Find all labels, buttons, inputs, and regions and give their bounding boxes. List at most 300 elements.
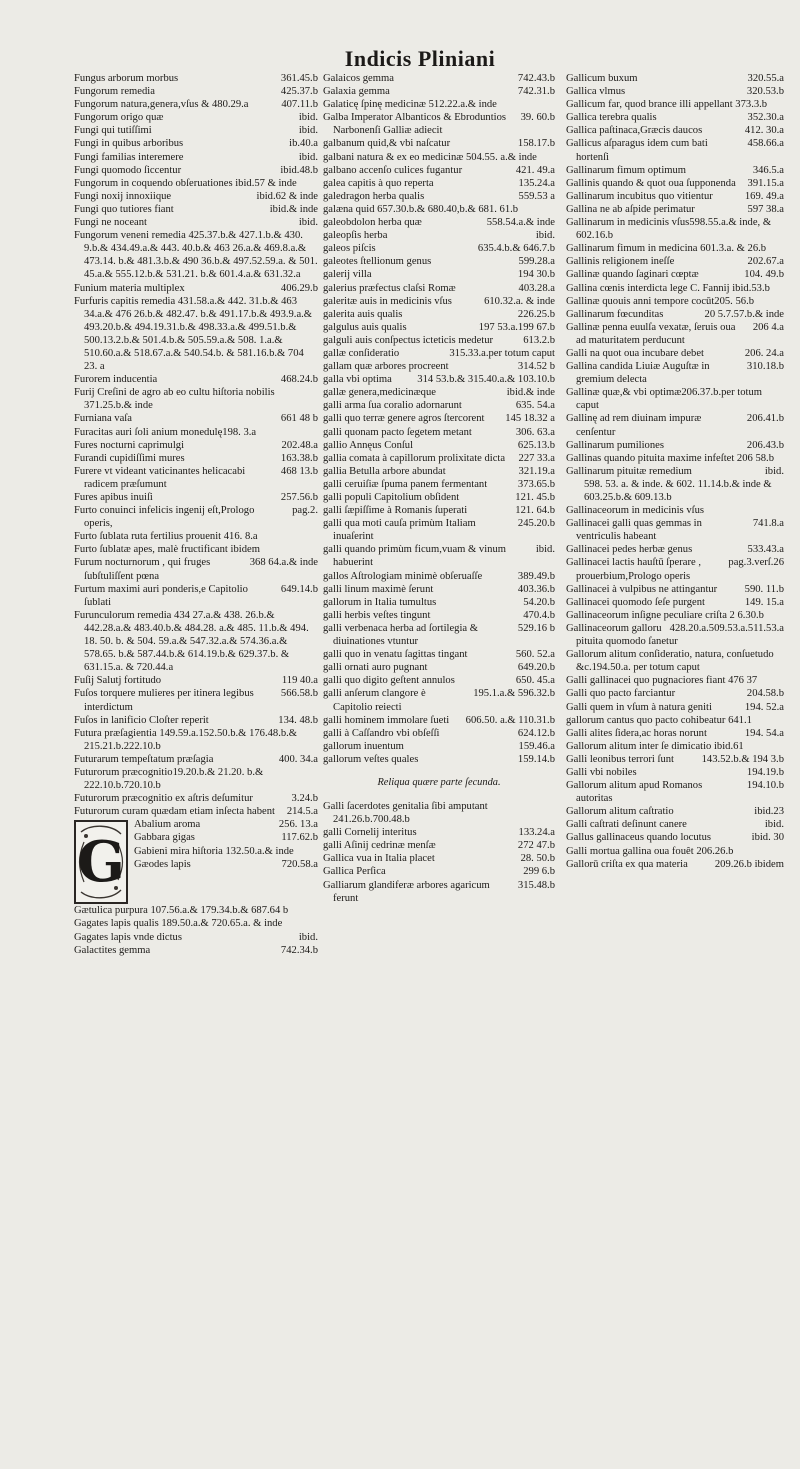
entry-term: galli Aſinij cedrinæ menſæ bbox=[323, 840, 436, 852]
index-entry bbox=[323, 308, 555, 321]
entry-term: Gabbara gigas bbox=[134, 832, 195, 844]
index-entry bbox=[566, 845, 784, 858]
section-note: Reliqua quære parte ſecunda. bbox=[377, 776, 501, 788]
index-entry bbox=[566, 543, 784, 556]
entry-reference: 346.5.a bbox=[752, 164, 784, 176]
entry-reference: 649.20.b bbox=[517, 662, 555, 674]
entry-term: gallam quæ arbores procreent bbox=[323, 361, 449, 373]
entry-term: galli herbis veſtes tingunt bbox=[323, 609, 431, 621]
entry-reference: 391.15.a bbox=[747, 177, 784, 189]
index-entry bbox=[323, 661, 555, 674]
index-entry bbox=[323, 373, 555, 386]
entry-term: Fungi familias interemere bbox=[74, 151, 184, 163]
entry-reference: 560. 52.a bbox=[515, 649, 555, 661]
index-entry bbox=[74, 177, 318, 190]
entry-term: Futurarum tempeſtatum præſagia bbox=[74, 753, 214, 765]
index-entry bbox=[566, 282, 784, 295]
entry-reference: 368 64.a.& inde bbox=[249, 557, 318, 569]
index-entry bbox=[566, 858, 784, 871]
entry-term: Gallinæ quando ſaginari cœptæ bbox=[566, 269, 699, 281]
index-entry bbox=[134, 818, 318, 831]
entry-reference: 468.24.b bbox=[280, 374, 318, 386]
index-entry bbox=[134, 845, 318, 858]
entry-reference: 421. 49.a bbox=[515, 164, 555, 176]
entry-term: Gallica vlmus bbox=[566, 86, 626, 98]
index-entry bbox=[323, 491, 555, 504]
entry-reference: 245.20.b bbox=[517, 518, 555, 530]
entry-term: Gallinacei galli quas gemmas in ventriculis habeant bbox=[566, 518, 702, 543]
entry-reference: ibid. bbox=[298, 217, 318, 229]
index-entry bbox=[566, 98, 784, 111]
index-entry bbox=[566, 727, 784, 740]
entry-reference: 206. 24.a bbox=[744, 347, 784, 359]
index-entry bbox=[74, 216, 318, 229]
entry-term: galli ſæpiſſime à Romanis ſuperati bbox=[323, 505, 468, 517]
entry-term: galli qua moti cauſa primùm Italiam inuaſerint bbox=[323, 518, 476, 543]
index-entry bbox=[323, 714, 555, 727]
entry-reference: ib.40.a bbox=[289, 138, 318, 150]
index-entry bbox=[566, 478, 784, 517]
index-entry bbox=[323, 255, 555, 268]
entry-term: Fungorum in coquendo obſeruationes ibid.57 & inde bbox=[74, 177, 297, 189]
entry-term: Fungus arborum morbus bbox=[74, 73, 179, 84]
index-entry bbox=[566, 714, 784, 727]
entry-reference: 468 13.b bbox=[280, 465, 318, 477]
entry-reference: 20 5.7.57.b.& inde bbox=[704, 308, 784, 320]
entry-reference: 407.11.b bbox=[281, 99, 318, 111]
index-entry bbox=[323, 826, 555, 839]
index-entry bbox=[74, 556, 318, 582]
entry-term: galli quando primùm ficum,vuam & vinum habuerint bbox=[323, 544, 507, 569]
entry-term: Furorem inducentia bbox=[74, 374, 158, 386]
index-entry bbox=[566, 137, 784, 163]
entry-term: Furto ſublata ruta fertilius prouenit 416. 8.a bbox=[74, 531, 258, 543]
entry-reference: 197 53.a.199 67.b bbox=[478, 321, 555, 333]
entry-reference: ibid. bbox=[535, 230, 555, 242]
entry-term: Galaticę ſpinę medicinæ 512.22.a.& inde bbox=[323, 99, 497, 111]
index-entry bbox=[566, 72, 784, 85]
entry-reference: 194. 54.a bbox=[744, 727, 784, 739]
entry-term: Fungi quomodo ſiccentur bbox=[74, 164, 182, 176]
entry-term: Gagates lapis qualis 189.50.a.& 720.65.a. & inde bbox=[74, 918, 283, 930]
entry-term: Gallicus aſparagus idem cum bati hortenſi bbox=[566, 138, 708, 163]
index-entry bbox=[323, 879, 555, 905]
entry-term: Gætulica purpura 107.56.a.& 179.34.b.& 687.64 b bbox=[74, 905, 289, 917]
entry-term: Gallina candida Liuiæ Auguſtæ in gremium delecta bbox=[566, 361, 710, 386]
entry-term: Gallus gallinaceus quando locutus bbox=[566, 832, 712, 844]
index-entry bbox=[566, 596, 784, 609]
entry-term: galerita auis qualis bbox=[323, 308, 403, 320]
index-entry bbox=[566, 164, 784, 177]
entry-term: galerij villa bbox=[323, 269, 372, 281]
index-entry bbox=[74, 85, 318, 98]
entry-reference: pag.2. bbox=[292, 505, 318, 517]
entry-term: Galaicos gemma bbox=[323, 73, 394, 84]
entry-reference: 320.53.b bbox=[746, 86, 784, 98]
entry-term: Gallinarum pumiliones bbox=[566, 439, 664, 451]
index-entry bbox=[566, 347, 784, 360]
entry-term: gallia Betulla arbore abundat bbox=[323, 465, 446, 477]
index-entry bbox=[323, 111, 555, 137]
index-entry bbox=[323, 622, 555, 648]
entry-term: Gæodes lapis bbox=[134, 858, 191, 870]
entry-reference: 635.4.b.& 646.7.b bbox=[477, 243, 555, 255]
index-entry bbox=[323, 452, 555, 465]
entry-term: Furfuris capitis remedia 431.58.a.& 442. 31.b.& 463 34.a.& 476 26.b.& 482.47. b.& 491.17.b.& 493.9.a.& 493.20.b.& 494.19.31.b.& 498.33.a.& 499.51.b.& 500.13.2.b.& 501.4.b.& 505.59.a.& 508. 1.a.& 510.60.a.& 518.67.a.& 540.54.b. & 581.16.b.& 704 23. a bbox=[74, 295, 313, 373]
entry-reference: 306. 63.a bbox=[515, 426, 555, 438]
entry-term: Fures apibus inuiſi bbox=[74, 492, 153, 503]
index-entry bbox=[566, 177, 784, 190]
index-entry bbox=[566, 111, 784, 124]
entry-term: galli ceruiſiæ ſpuma panem fermentant bbox=[323, 478, 488, 490]
entry-term: Futurorum curam quædam etiam inſecta habent bbox=[74, 806, 275, 818]
entry-term: Gallinæ quæ,& vbi optimæ206.37.b.per totum caput bbox=[566, 387, 762, 412]
entry-term: galbano accenſo culices fugantur bbox=[323, 164, 463, 176]
index-entry bbox=[323, 399, 555, 412]
entry-reference: 257.56.b bbox=[280, 492, 318, 503]
index-entry bbox=[74, 530, 318, 543]
entry-reference: 202.48.a bbox=[281, 439, 318, 451]
index-entry bbox=[323, 412, 555, 425]
entry-reference: 169. 49.a bbox=[744, 190, 784, 202]
index-entry bbox=[74, 164, 318, 177]
entry-reference: 533.43.a bbox=[747, 544, 784, 556]
index-entry bbox=[74, 373, 318, 386]
entry-term: galli arma ſua coralio adornarunt bbox=[323, 400, 462, 412]
index-entry bbox=[566, 701, 784, 714]
entry-reference: 209.26.b ibidem bbox=[714, 858, 784, 870]
entry-term: gallorum inuentum bbox=[323, 740, 404, 752]
entry-reference: 403.28.a bbox=[518, 282, 555, 294]
index-entry bbox=[566, 203, 784, 216]
index-entry bbox=[323, 190, 555, 203]
entry-reference: ibid. bbox=[298, 931, 318, 943]
index-entry bbox=[74, 714, 318, 727]
entry-reference: 133.24.a bbox=[518, 827, 555, 839]
entry-reference: 458.66.a bbox=[747, 138, 784, 150]
entry-reference: 134. 48.b bbox=[278, 714, 318, 726]
index-entry bbox=[134, 831, 318, 844]
entry-term: galguli auis conſpectus icteticis medetur bbox=[323, 334, 494, 346]
entry-term: Gallica Perſica bbox=[323, 866, 386, 878]
index-entry bbox=[74, 111, 318, 124]
index-entry bbox=[74, 687, 318, 713]
entry-reference: 104. 49.b bbox=[744, 269, 784, 281]
index-entry bbox=[74, 295, 318, 374]
index-entry bbox=[323, 334, 555, 347]
entry-term: Fungorum veneni remedia 425.37.b.& 427.1.b.& 430. 9.b.& 434.49.a.& 443. 40.b.& 463 26.a.& 469.8.a.& 473.14. b.& 481.3.b.& 490 36.b.& 497.52.59.a. & 501. 45.a.& 555.12.b.& 531.21. b.& 601.4.a.& 631.32.a bbox=[74, 230, 318, 281]
entry-reference: 742.31.b bbox=[517, 86, 555, 98]
entry-reference: 425.37.b bbox=[280, 86, 318, 98]
entry-reference: 566.58.b bbox=[280, 688, 318, 700]
entry-term: galeobdolon herba quæ bbox=[323, 217, 422, 229]
index-entry bbox=[74, 190, 318, 203]
entry-term: Furto conuinci infelicis ingenij eſt,Prologo operis, bbox=[74, 505, 255, 530]
index-entry bbox=[566, 818, 784, 831]
entry-term: Gallicum buxum bbox=[566, 73, 638, 84]
entry-term: Fungi noxij innoxiique bbox=[74, 190, 172, 202]
entry-reference: 272 47.b bbox=[517, 840, 555, 852]
entry-term: Funium materia multiplex bbox=[74, 282, 185, 294]
entry-term: Gallinarum pituitæ remedium bbox=[566, 465, 692, 477]
entry-reference: 559.53 a bbox=[518, 190, 555, 202]
entry-term: galli à Caſſandro vbi obſeſſi bbox=[323, 727, 440, 739]
entry-term: Furto ſublatæ apes, malè fructificant ibidem bbox=[74, 544, 260, 556]
index-entry bbox=[566, 622, 784, 648]
entry-reference: 389.49.b bbox=[517, 570, 555, 582]
entry-reference: 598. 53. a. & inde. & 602. 11.14.b.& inde & 603.25.b.& 609.13.b bbox=[584, 478, 772, 503]
index-entry bbox=[323, 740, 555, 753]
entry-term: Gallinarum in medicinis vſus598.55.a.& inde, & 602.16.b bbox=[566, 217, 772, 242]
index-entry bbox=[566, 517, 784, 543]
entry-reference: 256. 13.a bbox=[278, 819, 318, 831]
entry-term: galedragon herba qualis bbox=[323, 190, 425, 202]
entry-term: Gallinaceorum inſigne peculiare criſta 2 6.30.b bbox=[566, 609, 764, 621]
index-entry bbox=[323, 439, 555, 452]
entry-term: Gallina cœnis interdicta lege C. Fannij ibid.53.b bbox=[566, 282, 770, 294]
entry-term: Gallinaceorum in medicinis vſus bbox=[566, 505, 704, 517]
index-entry bbox=[74, 124, 318, 137]
entry-term: Furunculorum remedia 434 27.a.& 438. 26.b.& 442.28.a.& 483.40.b.& 484.28. a.& 485. 11.b.& 494. 18. 50. b. & 504. 59.a.& 547.32.a.& 574.36.a.& 578.65. b.& 587.44.b.& 614.19.b.& 629.37.b. & 631.15.a. & 720.44.a bbox=[74, 609, 309, 674]
entry-reference: 558.54.a.& inde bbox=[486, 217, 555, 229]
index-entry bbox=[323, 282, 555, 295]
index-entry bbox=[566, 766, 784, 779]
entry-reference: 315.33.a.per totum caput bbox=[449, 347, 555, 359]
entry-term: Gallica terebra qualis bbox=[566, 112, 657, 124]
entry-reference: 206 4.a bbox=[752, 321, 784, 333]
entry-reference: 214.5.a bbox=[286, 806, 318, 818]
entry-term: Gallinacei quomodo ſeſe purgent bbox=[566, 596, 705, 608]
entry-reference: ibid. bbox=[298, 125, 318, 137]
entry-reference: 361.45.b bbox=[280, 73, 318, 84]
entry-term: galli populi Capitolium obſident bbox=[323, 492, 460, 503]
entry-term: Galli alites ſidera,ac horas norunt bbox=[566, 727, 707, 739]
entry-term: Fuſij Salutj fortitudo bbox=[74, 675, 162, 687]
entry-reference: ibid.48.b bbox=[280, 164, 318, 176]
entry-reference: 314.52 b bbox=[517, 361, 555, 373]
index-entry bbox=[323, 72, 555, 85]
index-entry bbox=[74, 609, 318, 674]
index-entry bbox=[74, 944, 318, 957]
entry-term: galbanum quid,& vbi naſcatur bbox=[323, 138, 451, 150]
index-entry bbox=[566, 295, 784, 308]
entry-term: Gallinæ quouis anni tempore cocūt205. 56.b bbox=[566, 295, 755, 307]
entry-reference: ibid. bbox=[298, 112, 318, 124]
entry-term: Galli caſtrati deſinunt canere bbox=[566, 819, 687, 831]
entry-reference: 119 40.a bbox=[281, 675, 318, 687]
entry-reference: 314 53.b.& 315.40.a.& 103.10.b bbox=[417, 374, 555, 386]
entry-reference: ibid.& inde bbox=[269, 203, 318, 215]
index-entry bbox=[74, 229, 318, 281]
entry-term: galeopſis herba bbox=[323, 230, 388, 242]
entry-term: Galliarum glandiferæ arbores agaricum ferunt bbox=[323, 879, 490, 904]
entry-term: Gallorum alitum apud Romanos autoritas bbox=[566, 780, 703, 805]
entry-term: Fuſos torquere mulieres per itinera legibus interdictum bbox=[74, 688, 254, 713]
index-entry bbox=[323, 596, 555, 609]
index-entry bbox=[323, 203, 555, 216]
index-entry bbox=[74, 491, 318, 504]
index-entry bbox=[323, 137, 555, 150]
entry-reference: 661 48 b bbox=[280, 413, 318, 425]
entry-term: Gallinarum fimum optimum bbox=[566, 164, 687, 176]
entry-term: Galba Imperator Albanticos & Ebroduntios Narbonenſi Galliæ adiecit bbox=[323, 112, 506, 137]
index-entry bbox=[323, 321, 555, 334]
index-entry bbox=[566, 753, 784, 766]
entry-term: Fungorum remedia bbox=[74, 86, 155, 98]
entry-reference: 121. 64.b bbox=[515, 505, 555, 517]
entry-term: Galli quo pacto farciantur bbox=[566, 688, 676, 700]
entry-term: Fures nocturni caprimulgi bbox=[74, 439, 185, 451]
index-entry bbox=[323, 543, 555, 569]
index-entry bbox=[566, 124, 784, 137]
entry-term: Galli ſacerdotes genitalia ſibi amputant 241.26.b.700.48.b bbox=[323, 800, 488, 826]
entry-reference: pag.3.verſ.26 bbox=[728, 557, 784, 569]
index-entry bbox=[74, 426, 318, 439]
index-entry bbox=[74, 543, 318, 556]
entry-term: Gallorū criſta ex qua materia bbox=[566, 858, 688, 870]
entry-reference: 320.55.a bbox=[747, 73, 784, 84]
entry-reference: 143.52.b.& 194 3.b bbox=[701, 753, 784, 765]
index-entry bbox=[323, 687, 555, 713]
initial-block bbox=[74, 818, 318, 904]
entry-reference: 412. 30.a bbox=[744, 125, 784, 137]
entry-term: Furacitas auri ſoli anium monedulę198. 3.a bbox=[74, 426, 257, 438]
entry-reference: 610.32.a. & inde bbox=[484, 295, 555, 307]
entry-term: galæna quid 657.30.b.& 680.40,b.& 681. 61.b bbox=[323, 203, 519, 215]
index-entry bbox=[323, 583, 555, 596]
entry-term: Gallinarum fœcunditas bbox=[566, 308, 664, 320]
index-entry bbox=[323, 478, 555, 491]
entry-reference: 149. 15.a bbox=[744, 596, 784, 608]
index-entry bbox=[74, 904, 318, 917]
entry-reference: ibid.& inde bbox=[506, 387, 555, 399]
index-entry bbox=[566, 190, 784, 203]
entry-reference: ibid.62 & inde bbox=[256, 190, 318, 202]
entry-term: Furtum maximi auri ponderis,e Capitolio ſublati bbox=[74, 583, 248, 608]
entry-term: galli quo in venatu ſagittas tingant bbox=[323, 649, 468, 661]
entry-reference: 204.58.b bbox=[746, 688, 784, 700]
entry-reference: 613.2.b bbox=[523, 334, 555, 346]
entry-term: galeotes ſtellionum genus bbox=[323, 256, 432, 268]
index-entry bbox=[323, 177, 555, 190]
page-header: Indicis Pliniani bbox=[344, 46, 496, 71]
entry-term: galea capitis à quo reperta bbox=[323, 177, 434, 189]
entry-reference: 206.43.b bbox=[746, 439, 784, 451]
entry-reference: 649.14.b bbox=[280, 583, 318, 595]
entry-term: Gallicum far, quod brance illi appellant 373.3.b bbox=[566, 99, 768, 111]
index-entry bbox=[74, 504, 318, 530]
entry-reference: 742.43.b bbox=[517, 73, 555, 84]
entry-term: Fungi qui tutiſſimi bbox=[74, 125, 152, 137]
entry-term: Galli quem in vſum à natura geniti bbox=[566, 701, 712, 713]
index-entry bbox=[566, 674, 784, 687]
index-entry bbox=[566, 556, 784, 582]
entry-reference: ibid. bbox=[764, 465, 784, 477]
index-entry bbox=[323, 268, 555, 281]
index-entry bbox=[566, 242, 784, 255]
index-entry bbox=[74, 753, 318, 766]
entry-reference: 742.34.b bbox=[280, 944, 318, 956]
index-entry bbox=[323, 800, 555, 826]
index-column-1 bbox=[74, 72, 318, 957]
entry-term: Gallinis quando & quot oua ſupponenda bbox=[566, 177, 736, 189]
entry-reference: 650. 45.a bbox=[515, 675, 555, 687]
index-entry bbox=[323, 295, 555, 308]
index-entry bbox=[74, 805, 318, 818]
entry-reference: 226.25.b bbox=[517, 308, 555, 320]
index-entry bbox=[566, 609, 784, 622]
entry-reference: 373.65.b bbox=[517, 478, 555, 490]
index-entry bbox=[566, 255, 784, 268]
entry-term: galli hominem immolare ſueti bbox=[323, 714, 450, 726]
entry-term: galgulus auis qualis bbox=[323, 321, 407, 333]
entry-reference: 117.62.b bbox=[281, 832, 318, 844]
entry-reference: 590. 11.b bbox=[744, 583, 784, 595]
entry-reference: 227 33.a bbox=[518, 452, 555, 464]
index-entry bbox=[566, 465, 784, 478]
entry-reference: ibid. bbox=[298, 151, 318, 163]
entry-term: Gallica vua in Italia placet bbox=[323, 853, 435, 865]
index-entry bbox=[74, 439, 318, 452]
entry-term: Gallinę ad rem diuinam impuræ cenſentur bbox=[566, 413, 702, 438]
entry-reference: 529.16 b bbox=[517, 622, 555, 634]
index-entry bbox=[566, 360, 784, 386]
entry-term: Gallorum alitum conſideratio, natura, conſuetudo &c.194.50.a. per totum caput bbox=[566, 649, 774, 674]
index-entry bbox=[323, 164, 555, 177]
entry-term: Gallinacei lactis hauſtū ſperare , prouerbium,Prologo operis bbox=[566, 557, 702, 582]
index-entry bbox=[74, 151, 318, 164]
entry-term: Gallinæ penna euulſa vexatæ, ſeruis oua ad maturitatem perducunt bbox=[566, 321, 736, 346]
entry-term: galli quo terræ genere agros ſtercorent bbox=[323, 413, 485, 425]
index-entry bbox=[323, 504, 555, 517]
index-entry bbox=[566, 386, 784, 412]
entry-reference: 202.67.a bbox=[747, 256, 784, 268]
entry-term: galli anſerum clangore è Capitolio reiecti bbox=[323, 688, 426, 713]
entry-term: galbani natura & ex eo medicinæ 504.55. a.& inde bbox=[323, 151, 537, 163]
entry-term: Galli na quot oua incubare debet bbox=[566, 347, 704, 359]
index-entry bbox=[323, 517, 555, 543]
entry-term: Gallinas quando pituita maxime infeſtet 206 58.b bbox=[566, 452, 775, 464]
index-entry bbox=[74, 98, 318, 111]
index-entry bbox=[323, 229, 555, 242]
entry-term: Galli vbi nobiles bbox=[566, 766, 637, 778]
index-entry bbox=[74, 917, 318, 930]
entry-reference: ibid.23 bbox=[754, 806, 784, 818]
index-entry bbox=[323, 648, 555, 661]
entry-term: Gallina ne ab aſpide perimatur bbox=[566, 203, 695, 215]
entry-reference: 406.29.b bbox=[280, 282, 318, 294]
entry-reference: 195.1.a.& 596.32.b bbox=[473, 688, 555, 700]
index-entry bbox=[323, 852, 555, 865]
entry-term: Furere vt videant vaticinantes helicacabi radicem præſumunt bbox=[74, 465, 246, 490]
index-entry bbox=[323, 727, 555, 740]
entry-reference: 28. 50.b bbox=[520, 853, 555, 865]
entry-term: galli Cornelij interitus bbox=[323, 827, 417, 839]
entry-term: Gallinacei pedes herbæ genus bbox=[566, 544, 693, 556]
entry-reference: 352.30.a bbox=[747, 112, 784, 124]
entry-reference: 159.14.b bbox=[517, 753, 555, 765]
entry-reference: 321.19.a bbox=[518, 465, 555, 477]
entry-term: Futurorum præcognitio19.20.b.& 21.20. b.& 222.10.b.720.10.b bbox=[74, 766, 264, 792]
initial-letter: G bbox=[77, 829, 125, 896]
entry-term: Gallinis religionem ineſſe bbox=[566, 256, 675, 268]
index-entry bbox=[323, 753, 555, 766]
index-entry bbox=[323, 426, 555, 439]
index-entry bbox=[566, 452, 784, 465]
entry-term: Furandi cupidiſſimi mures bbox=[74, 452, 185, 464]
index-entry bbox=[134, 858, 318, 871]
entry-reference: 299 6.b bbox=[523, 866, 555, 878]
